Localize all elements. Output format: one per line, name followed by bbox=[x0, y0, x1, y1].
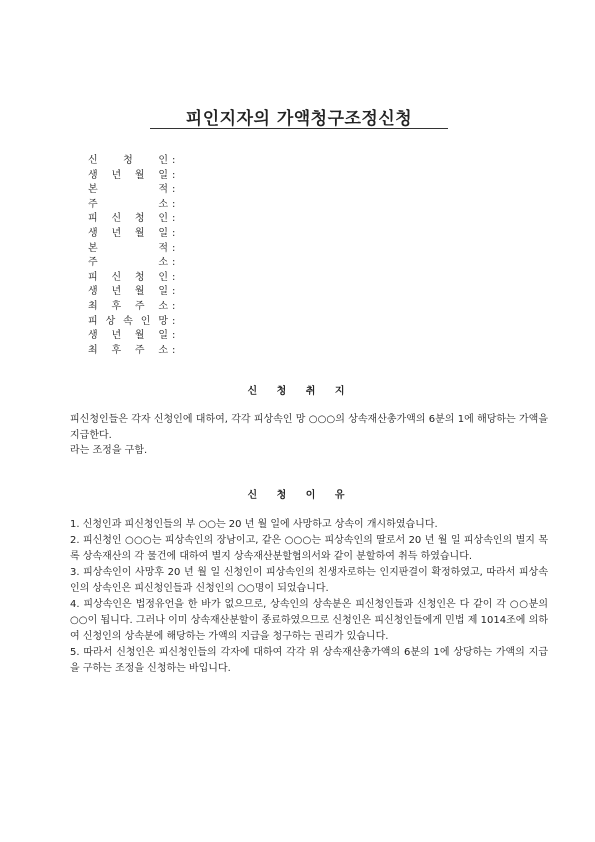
field-label-char: 월 bbox=[134, 227, 145, 239]
field-label-char: 주 bbox=[88, 198, 98, 210]
field-colon: : bbox=[172, 271, 176, 283]
field-label bbox=[88, 271, 168, 286]
field-label-char: 인 bbox=[158, 271, 168, 283]
field-label-char: 주 bbox=[134, 344, 145, 356]
field-label bbox=[88, 242, 168, 257]
purpose-line: 라는 조정을 구함. bbox=[70, 445, 148, 457]
field-label-char: 상 bbox=[105, 315, 116, 327]
field-label bbox=[88, 315, 168, 330]
field-colon: : bbox=[172, 257, 176, 269]
reason-item: 5. 따라서 신청인은 피신청인들의 각자에 대하여 각각 위 상속재산총가액의 6분의 1에 상당하는 가액의 지급을 구하는 조정을 신청하는 바입니다. bbox=[70, 647, 548, 674]
field-label-char: 최 bbox=[88, 300, 98, 312]
field-label-char: 월 bbox=[134, 169, 145, 181]
field-row bbox=[88, 198, 175, 213]
field-label bbox=[88, 329, 168, 344]
field-label bbox=[88, 344, 168, 359]
reasons-list bbox=[70, 517, 548, 677]
field-label-char: 후 bbox=[111, 300, 122, 312]
field-label-char: 월 bbox=[134, 286, 145, 298]
field-label-char: 소 bbox=[158, 344, 168, 356]
field-colon: : bbox=[172, 184, 176, 196]
reason-item: 3. 피상속인이 사망후 20 년 월 일 신청인이 피상속인의 친생자로하는 인지판결이 확정하였고, 따라서 피상속인의 상속인은 피신청인들과 신청인의 ○○명이 되었습니다. bbox=[70, 567, 548, 594]
field-label-char: 속 bbox=[123, 315, 133, 327]
field-label-char: 일 bbox=[158, 286, 168, 298]
field-label-char: 년 bbox=[111, 286, 122, 298]
field-label-char: 청 bbox=[134, 271, 145, 283]
field-colon: : bbox=[172, 286, 176, 298]
field-row bbox=[88, 329, 175, 344]
field-label-char: 망 bbox=[158, 315, 168, 327]
field-label bbox=[88, 227, 168, 242]
field-label-char: 신 bbox=[88, 155, 98, 166]
field-label-char: 인 bbox=[140, 315, 151, 327]
field-colon: : bbox=[172, 300, 176, 312]
section-heading-reasons: 신 청 이 유 bbox=[247, 490, 348, 501]
field-label-char: 생 bbox=[88, 169, 98, 181]
field-label-char: 주 bbox=[88, 257, 98, 269]
document-title: 피인지자의 가액청구조정신청 bbox=[185, 109, 413, 129]
field-colon: : bbox=[172, 242, 176, 254]
field-label-char: 적 bbox=[158, 184, 168, 196]
field-label bbox=[88, 154, 168, 169]
field-label bbox=[88, 285, 168, 300]
field-label-char: 인 bbox=[158, 155, 168, 166]
purpose-text bbox=[70, 412, 548, 459]
field-colon: : bbox=[172, 330, 176, 342]
reason-item: 1. 신청인과 피신청인들의 부 ○○는 20 년 월 일에 사망하고 상속이 개시하였습니다. bbox=[70, 519, 438, 530]
field-label-char: 일 bbox=[158, 169, 168, 181]
field-label-char: 월 bbox=[134, 330, 145, 342]
title-underline bbox=[150, 128, 448, 129]
field-colon: : bbox=[172, 198, 176, 210]
field-row bbox=[88, 212, 175, 227]
field-label-char: 피 bbox=[88, 213, 98, 225]
field-label-char: 신 bbox=[111, 271, 122, 283]
field-row bbox=[88, 183, 175, 198]
field-row bbox=[88, 285, 175, 300]
field-label-char: 최 bbox=[88, 344, 98, 356]
field-row bbox=[88, 242, 175, 257]
field-colon: : bbox=[172, 169, 176, 181]
field-colon: : bbox=[172, 155, 176, 166]
field-label-char: 피 bbox=[88, 271, 98, 283]
field-colon: : bbox=[172, 344, 176, 356]
field-label-char: 일 bbox=[158, 330, 168, 342]
field-colon: : bbox=[172, 315, 176, 327]
field-label bbox=[88, 212, 168, 227]
field-row bbox=[88, 344, 175, 359]
field-row bbox=[88, 154, 175, 169]
field-label-char: 소 bbox=[158, 257, 168, 269]
field-label-char: 본 bbox=[88, 184, 98, 196]
field-label-char: 인 bbox=[158, 213, 168, 225]
field-row bbox=[88, 256, 175, 271]
field-row bbox=[88, 315, 175, 330]
field-row bbox=[88, 271, 175, 286]
field-label bbox=[88, 300, 168, 315]
field-label-char: 본 bbox=[88, 242, 98, 254]
field-colon: : bbox=[172, 227, 176, 239]
field-label-char: 년 bbox=[111, 169, 122, 181]
field-row bbox=[88, 169, 175, 184]
purpose-line: 피신청인들은 각자 신청인에 대하여, 각각 피상속인 망 ○○○의 상속재산총가액의 6분의 1에 해당하는 가액을 지급한다. bbox=[70, 414, 548, 441]
field-label bbox=[88, 183, 168, 198]
field-label-char: 청 bbox=[134, 213, 145, 225]
field-label-char: 년 bbox=[111, 330, 122, 342]
reason-item: 2. 피신청인 ○○○는 피상속인의 장남이고, 같은 ○○○는 피상속인의 딸로서 20 년 월 일 피상속인의 별지 목록 상속재산의 각 물건에 대하여 별지 상속재산분할협의서와 같이 분할하여 취득 하였습니다. bbox=[70, 535, 548, 562]
field-label-char: 피 bbox=[88, 315, 98, 327]
field-label-char: 신 bbox=[111, 213, 122, 225]
field-label-char: 년 bbox=[111, 227, 122, 239]
field-label-char: 적 bbox=[158, 242, 168, 254]
field-label-char: 소 bbox=[158, 198, 168, 210]
field-label-char: 생 bbox=[88, 286, 98, 298]
reason-item: 4. 피상속인은 법정유언을 한 바가 없으므로, 상속인의 상속분은 피신청인들과 신청인은 다 같이 각 ○○분의 ○○이 됩니다. 그러나 이미 상속재산분할이 종료하였으므로 신청인은 피신청인들에게 민법 제 1014조에 의하여 신청인의 상속분에 해당하는 가액의 지급을 청구하는 권리가 있습니다. bbox=[70, 599, 548, 642]
section-heading-purpose: 신 청 취 지 bbox=[247, 386, 348, 397]
party-fields bbox=[88, 154, 175, 358]
field-label-char: 주 bbox=[134, 300, 145, 312]
field-label-char: 소 bbox=[158, 300, 168, 312]
field-label-char: 일 bbox=[158, 227, 168, 239]
field-label-char: 생 bbox=[88, 330, 98, 342]
field-label-char: 청 bbox=[123, 155, 133, 166]
field-label bbox=[88, 198, 168, 213]
field-colon: : bbox=[172, 213, 176, 225]
field-label-char: 생 bbox=[88, 227, 98, 239]
field-row bbox=[88, 227, 175, 242]
field-label-char: 후 bbox=[111, 344, 122, 356]
field-label bbox=[88, 256, 168, 271]
field-row bbox=[88, 300, 175, 315]
field-label bbox=[88, 169, 168, 184]
